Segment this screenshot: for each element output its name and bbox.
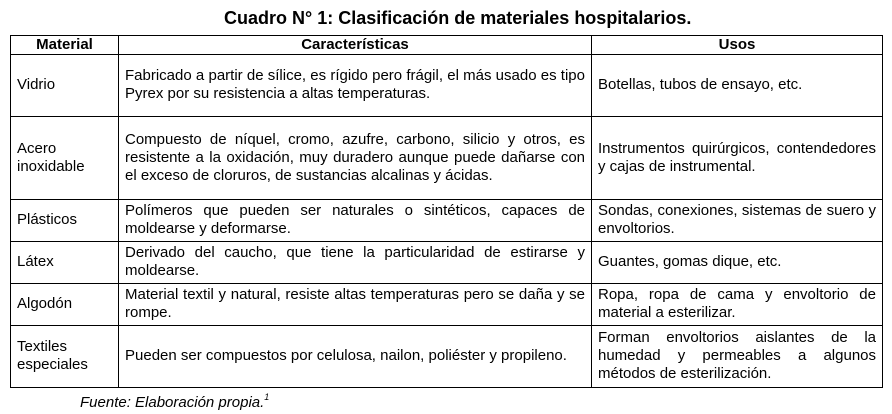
characteristics-cell: Derivado del caucho, que tiene la particularidad de estirarse y moldearse. xyxy=(119,242,592,284)
table-row xyxy=(11,200,883,242)
material-cell: Algodón xyxy=(11,284,119,326)
table-row xyxy=(11,284,883,326)
table-row xyxy=(11,326,883,388)
table-row xyxy=(11,242,883,284)
characteristics-cell: Fabricado a partir de sílice, es rígido pero frágil, el más usado es tipo Pyrex por su resistencia a altas temperaturas. xyxy=(119,55,592,117)
material-cell: Plásticos xyxy=(11,200,119,242)
table-row xyxy=(11,55,883,117)
uses-cell: Botellas, tubos de ensayo, etc. xyxy=(592,55,883,117)
material-cell: Acero inoxidable xyxy=(11,117,119,200)
header-material: Material xyxy=(11,36,119,55)
source-text: Fuente: Elaboración propia. xyxy=(80,394,265,411)
uses-cell: Instrumentos quirúrgicos, contendedores y cajas de instrumental. xyxy=(592,117,883,200)
footnote-mark: 1 xyxy=(264,392,270,402)
uses-cell: Sondas, conexiones, sistemas de suero y envoltorios. xyxy=(592,200,883,242)
table-row xyxy=(11,117,883,200)
uses-cell: Guantes, gomas dique, etc. xyxy=(592,242,883,284)
material-cell: Vidrio xyxy=(11,55,119,117)
materials-table xyxy=(10,35,883,388)
characteristics-cell: Compuesto de níquel, cromo, azufre, carbono, silicio y otros, es resistente a la oxidación, muy duradero aunque puede dañarse con el exceso de cloruros, de sustancias alcalinas y ácidas. xyxy=(119,117,592,200)
material-cell: Textiles especiales xyxy=(11,326,119,388)
characteristics-cell: Polímeros que pueden ser naturales o sintéticos, capaces de moldearse y deformarse. xyxy=(119,200,592,242)
uses-cell: Ropa, ropa de cama y envoltorio de material a esterilizar. xyxy=(592,284,883,326)
header-row xyxy=(11,36,883,55)
material-cell: Látex xyxy=(11,242,119,284)
characteristics-cell: Material textil y natural, resiste altas temperaturas pero se daña y se rompe. xyxy=(119,284,592,326)
source-note xyxy=(80,394,269,411)
header-uses: Usos xyxy=(592,36,883,55)
uses-cell: Forman envoltorios aislantes de la humedad y permeables a algunos métodos de esterilización. xyxy=(592,326,883,388)
header-characteristics: Características xyxy=(119,36,592,55)
table-caption: Cuadro N° 1: Clasificación de materiales hospitalarios. xyxy=(224,8,692,28)
characteristics-cell: Pueden ser compuestos por celulosa, nailon, poliéster y propileno. xyxy=(119,326,592,388)
